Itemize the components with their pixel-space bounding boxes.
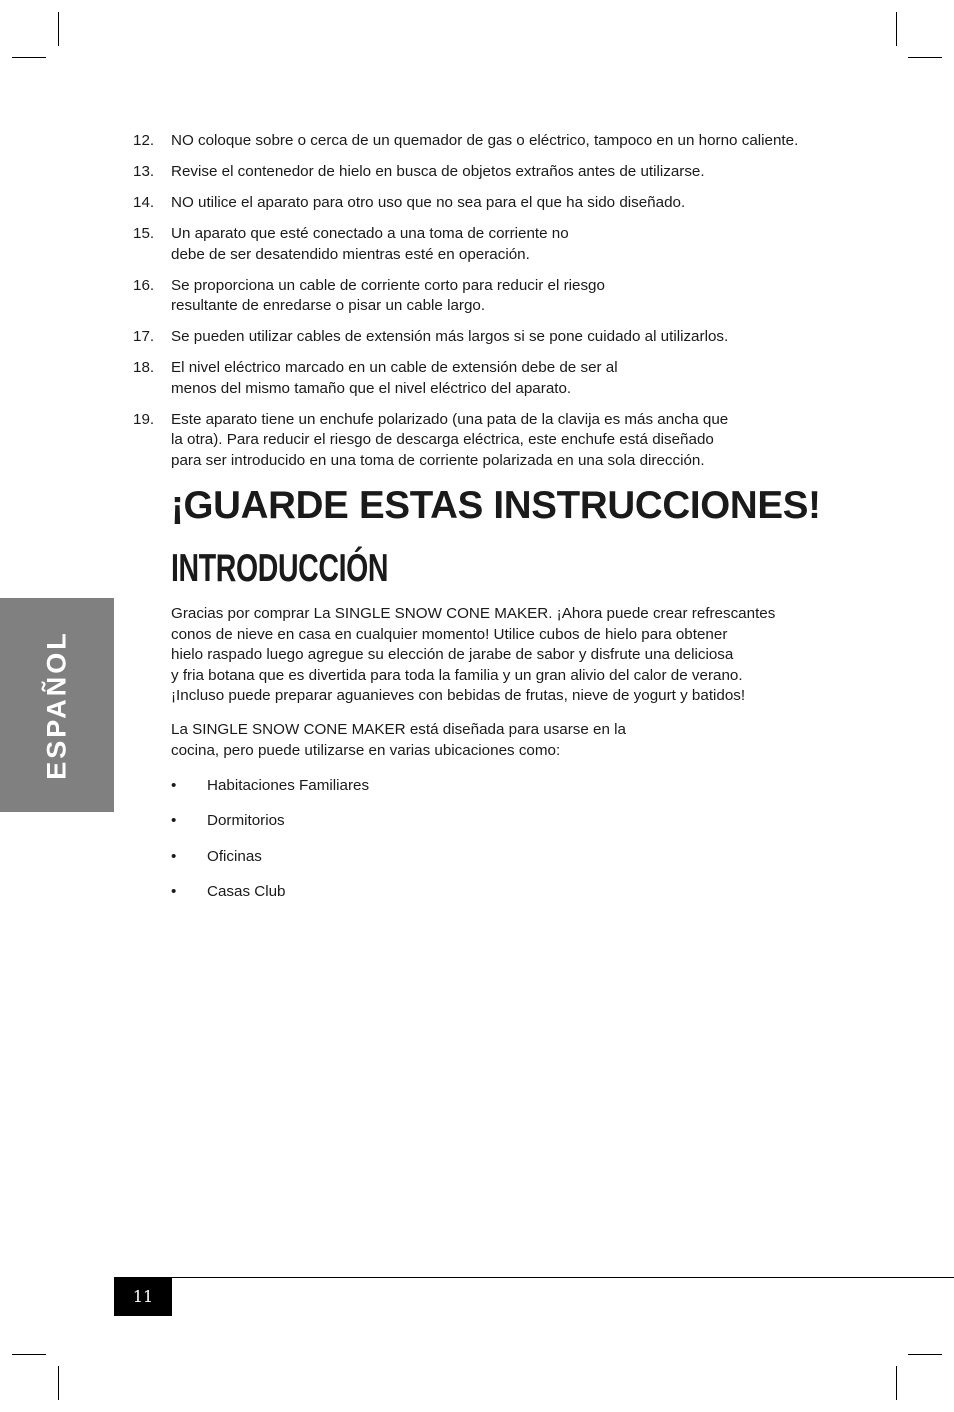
list-item	[133, 131, 833, 152]
item-number: 18.	[133, 359, 155, 376]
location-text: Oficinas	[207, 847, 262, 865]
safety-instructions-list	[133, 131, 833, 482]
item-number: 15.	[133, 225, 155, 242]
footer-rule	[114, 1277, 954, 1278]
item-number: 14.	[133, 194, 155, 211]
crop-mark-bottom-right-h	[908, 1354, 942, 1355]
introduction-heading: INTRODUCCIÓN	[171, 547, 389, 590]
list-item	[133, 358, 833, 399]
list-item	[133, 410, 833, 472]
item-text: Revise el contenedor de hielo en busca de objetos extraños antes de utilizarse.	[171, 163, 705, 180]
item-number: 16.	[133, 276, 155, 294]
item-text: El nivel eléctrico marcado en un cable de extensión debe de ser al menos del mismo tamaño que el nivel eléctrico del aparato.	[171, 359, 618, 397]
language-tab-label: ESPAÑOL	[41, 630, 72, 780]
bullet-icon: •	[171, 812, 177, 830]
intro-paragraph: Gracias por comprar La SINGLE SNOW CONE MAKER. ¡Ahora puede crear refrescantes conos de nieve en casa en cualquier momento! Utilice cubos de hielo para obtener hielo raspado luego agregue su elección de jarabe de sabor y disfrute una deliciosa y fria botana que es divertida para toda la familia y un gran alivio del calor de verano. ¡Incluso puede preparar aguanieves con bebidas de frutas, nieve de yogurt y batidos!	[171, 605, 776, 704]
item-text: Se pueden utilizar cables de extensión más largos si se pone cuidado al utilizarlos.	[171, 328, 729, 345]
item-text: Se proporciona un cable de corriente corto para reducir el riesgo resultante de enredarse o pisar un cable largo.	[171, 276, 605, 314]
item-text: Este aparato tiene un enchufe polarizado (una pata de la clavija es más ancha que la otra). Para reducir el riesgo de descarga eléctrica, este enchufe está diseñado para ser introducido en una toma de corriente polarizada en una sola dirección.	[171, 410, 729, 469]
item-number: 19.	[133, 410, 155, 428]
bullet-icon: •	[171, 882, 177, 900]
list-item	[133, 327, 833, 348]
crop-mark-top-right-v	[896, 12, 897, 46]
list-item	[133, 276, 833, 317]
crop-mark-top-right-h	[908, 57, 942, 58]
item-text: NO utilice el aparato para otro uso que no sea para el que ha sido diseñado.	[171, 194, 686, 211]
list-item	[171, 847, 369, 882]
locations-list	[171, 776, 369, 917]
crop-mark-top-left-v	[58, 12, 59, 46]
list-item	[133, 224, 833, 265]
usage-paragraph: La SINGLE SNOW CONE MAKER está diseñada para usarse en la cocina, pero puede utilizarse en varias ubicaciones como:	[171, 721, 626, 759]
list-item	[171, 776, 369, 811]
item-number: 17.	[133, 328, 155, 345]
list-item	[133, 162, 833, 183]
location-text: Casas Club	[207, 882, 286, 900]
list-item	[171, 811, 369, 846]
item-number: 13.	[133, 163, 155, 180]
item-number: 12.	[133, 132, 155, 149]
list-item	[133, 193, 833, 214]
crop-mark-bottom-left-h	[12, 1354, 46, 1355]
crop-mark-top-left-h	[12, 57, 46, 58]
page-number: 11	[114, 1278, 172, 1316]
bullet-icon: •	[171, 847, 177, 865]
item-text: Un aparato que esté conectado a una toma de corriente no debe de ser desatendido mientras esté en operación.	[171, 225, 569, 263]
bullet-icon: •	[171, 777, 177, 794]
crop-mark-bottom-right-v	[896, 1366, 897, 1400]
list-item	[171, 882, 369, 917]
crop-mark-bottom-left-v	[58, 1366, 59, 1400]
location-text: Habitaciones Familiares	[207, 777, 370, 794]
save-instructions-heading: ¡GUARDE ESTAS INSTRUCCIONES!	[171, 484, 821, 527]
item-text: NO coloque sobre o cerca de un quemador de gas o eléctrico, tampoco en un horno caliente.	[171, 132, 799, 149]
location-text: Dormitorios	[207, 812, 285, 830]
